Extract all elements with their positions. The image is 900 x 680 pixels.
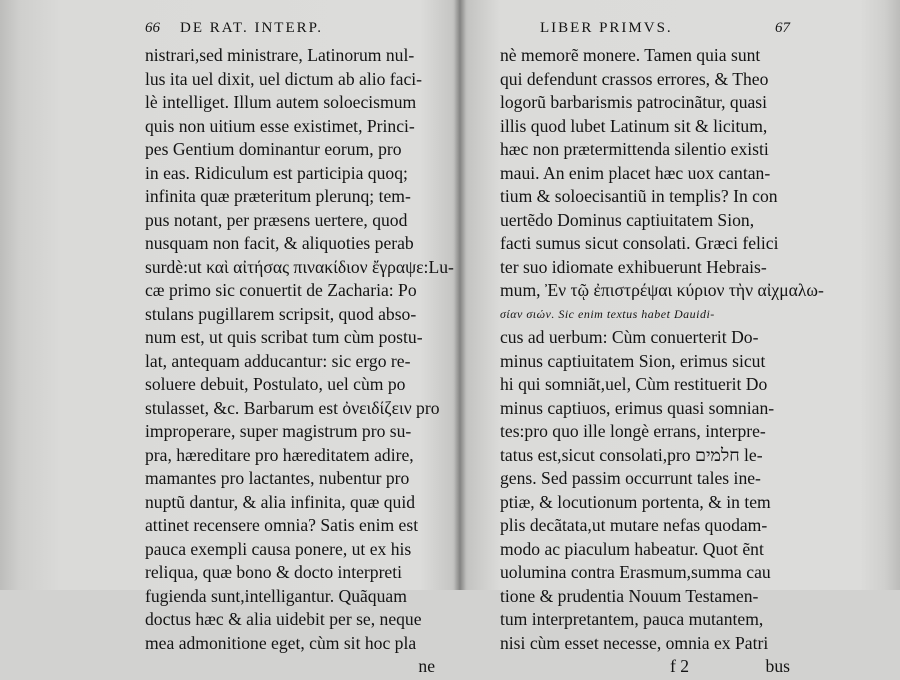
left-running-head xyxy=(145,20,435,42)
text-line: mamantes pro lactantes, nubentur pro xyxy=(145,468,410,488)
text-line: lus ita uel dixit, uel dictum ab alio faci- xyxy=(145,68,423,89)
text-line: stulasset, &c. Barbarum est ὀνειδίζειν pro xyxy=(145,397,440,418)
text-line: illis quod lubet Latinum sit & licitum, xyxy=(500,115,768,136)
text-line: minus captiuos, erimus quasi somnian- xyxy=(500,397,775,418)
text-line: hi qui somniãt,uel, Cùm restituerit Do xyxy=(500,374,768,394)
text-line: tium & soloecisantiũ in templis? In con xyxy=(500,186,778,206)
text-line: reliqua, quæ bono & docto interpreti xyxy=(145,562,403,582)
text-line: nusquam non facit, & aliquoties perab xyxy=(145,233,414,253)
text-line: uertẽdo Dominus captiuitatem Sion, xyxy=(500,209,755,230)
text-line: tum interpretantem, pauca mutantem, xyxy=(500,609,764,629)
text-line: lè intelliget. Illum autem soloecismum xyxy=(145,92,417,112)
left-page xyxy=(145,20,454,680)
text-line: qui defendunt crassos errores, & Theo xyxy=(500,68,769,89)
text-line: tes:pro quo ille longè errans, interpre- xyxy=(500,421,766,441)
text-line: soluere debuit, Postulato, uel cùm po xyxy=(145,374,406,394)
signature-mark: f 2 xyxy=(670,656,690,676)
text-line: mum, Ἐν τῷ ἐπιστρέψαι κύριον τὴν αἰχμαλω- xyxy=(500,280,824,300)
text-line: ter suo idiomate exhibuerunt Hebrais- xyxy=(500,256,767,277)
text-line: attinet recensere omnia? Satis enim est xyxy=(145,515,419,535)
gutter-fold xyxy=(454,0,466,590)
text-line: nisi cùm esset necesse, omnia ex Patri xyxy=(500,632,769,653)
text-line: ptiæ, & locutionum portenta, & in tem xyxy=(500,491,771,512)
text-line: doctus hæc & alia uidebit per se, neque xyxy=(145,609,422,629)
text-line: plis decãtata,ut mutare nefas quodam- xyxy=(500,515,768,535)
text-line: tione & prudentia Nouum Testamen- xyxy=(500,585,759,606)
right-catchword: bus xyxy=(765,656,790,676)
text-line: cæ primo sic conuertit de Zacharia: Po xyxy=(145,280,417,300)
text-line: fugienda sunt,intelligantur. Quãquam xyxy=(145,585,407,606)
text-line: cus ad uerbum: Cùm conuerterit Do- xyxy=(500,327,759,347)
text-line: lat, antequam adducantur: sic ergo re- xyxy=(145,350,411,371)
right-body-text xyxy=(500,44,824,655)
text-line: uolumina contra Erasmum,summa cau xyxy=(500,562,771,582)
text-line: maui. An enim placet hæc uox cantan- xyxy=(500,162,771,183)
text-line: pauca exempli causa ponere, ut ex his xyxy=(145,538,412,559)
text-line: improperare, super magistrum pro su- xyxy=(145,421,412,441)
text-line: nistrari,sed ministrare, Latinorum nul- xyxy=(145,45,415,65)
text-line: σίαν σιών. Sic enim textus habet Dauidi- xyxy=(500,306,715,321)
left-page-number: 66 xyxy=(145,20,160,36)
right-page-number: 67 xyxy=(775,20,790,36)
text-line: facti sumus sicut consolati. Græci felici xyxy=(500,233,779,253)
right-footer xyxy=(500,656,790,680)
left-running-title: DE RAT. INTERP. xyxy=(180,20,324,36)
text-line: nè memorẽ monere. Tamen quia sunt xyxy=(500,45,761,65)
text-line: pes Gentium dominantur eorum, pro xyxy=(145,139,402,159)
left-catchword: ne xyxy=(418,656,435,676)
left-body-text xyxy=(145,44,454,655)
text-line: logorũ barbarismis patrocinãtur, quasi xyxy=(500,92,768,112)
text-line: infinita quæ præteritum plerunq; tem- xyxy=(145,186,411,206)
text-line: gens. Sed passim occurrunt tales ine- xyxy=(500,468,761,488)
text-line: quis non uitium esse existimet, Princi- xyxy=(145,115,415,136)
right-running-head xyxy=(500,20,790,42)
right-page xyxy=(500,20,824,680)
text-line: tatus est,sicut consolati,pro חלמים le- xyxy=(500,444,763,465)
left-footer xyxy=(145,656,435,680)
text-line: in eas. Ridiculum est participia quoq; xyxy=(145,162,408,183)
text-line: mea admonitione eget, cùm sit hoc pla xyxy=(145,632,417,653)
text-line: modo ac piaculum habeatur. Quot ẽnt xyxy=(500,538,764,559)
right-running-title: LIBER PRIMVS. xyxy=(540,20,673,36)
text-line: surdè:ut καὶ αἰτήσας πινακίδιον ἔγραψε:Lu- xyxy=(145,256,454,277)
text-line: nuptũ dantur, & alia infinita, quæ quid xyxy=(145,491,416,512)
text-line: hæc non prætermittenda silentio existi xyxy=(500,139,769,159)
text-line: pus notant, per præsens uertere, quod xyxy=(145,209,408,230)
text-line: stulans pugillarem scripsit, quod abso- xyxy=(145,303,417,324)
text-line: num est, ut quis scribat tum cùm postu- xyxy=(145,327,423,347)
text-line: pra, hæreditare pro hæreditatem adire, xyxy=(145,444,414,465)
text-line: minus captiuitatem Sion, erimus sicut xyxy=(500,350,766,371)
